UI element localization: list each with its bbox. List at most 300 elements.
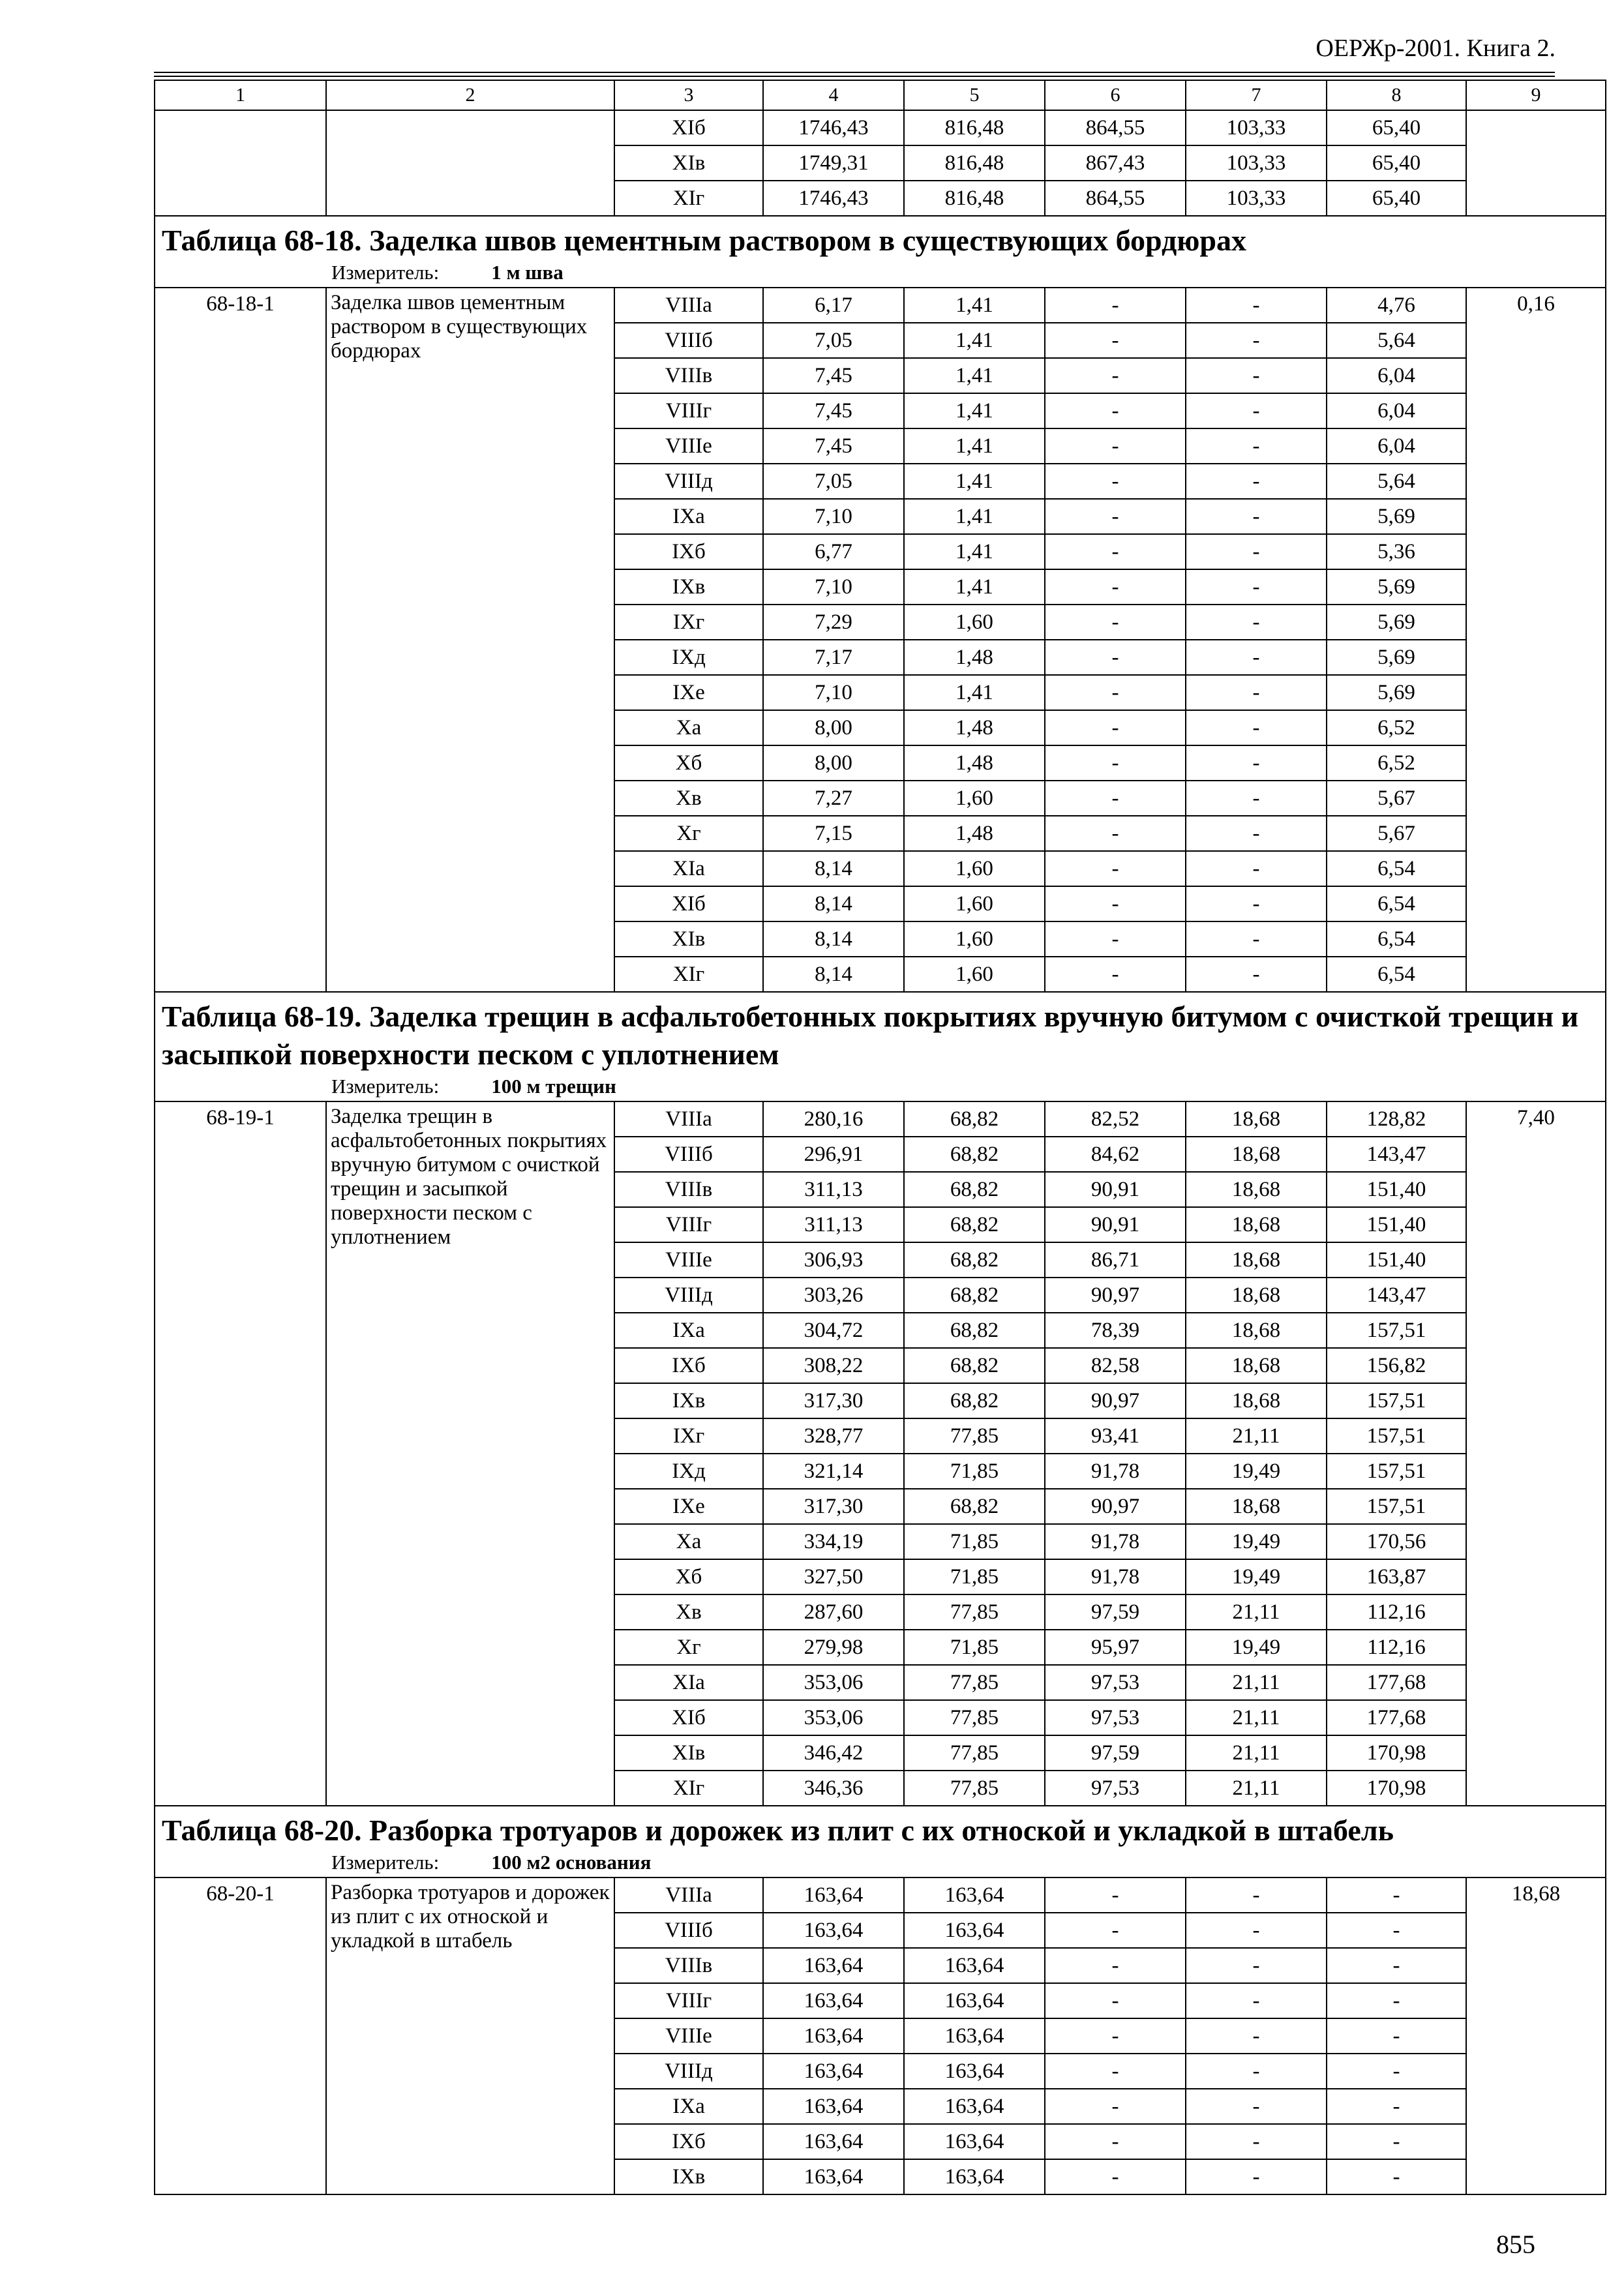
- value-cell: -: [1045, 640, 1186, 675]
- value-cell: 1746,43: [763, 181, 904, 216]
- value-cell: -: [1045, 288, 1186, 323]
- value-cell: 163,64: [763, 1913, 904, 1948]
- value-cell: 163,64: [904, 2124, 1045, 2159]
- value-cell: 163,64: [763, 2054, 904, 2089]
- table-title-row: [155, 1806, 1606, 1878]
- value-cell: 1746,43: [763, 110, 904, 145]
- value-cell: 5,67: [1327, 816, 1466, 851]
- value-cell: 151,40: [1327, 1172, 1466, 1207]
- table-title: Таблица 68-19. Заделка трещин в асфальтобетонных покрытиях вручную битумом с очисткой трещин и засыпкой поверхности песком с уплотнением: [162, 1000, 1579, 1071]
- value-cell: -: [1045, 2124, 1186, 2159]
- zone-cell: XIв: [614, 1735, 763, 1771]
- rate-code: 68-19-1: [155, 1101, 326, 1806]
- value-cell: 68,82: [904, 1348, 1045, 1383]
- column-number: 9: [1466, 80, 1606, 110]
- zone-cell: IXе: [614, 1489, 763, 1524]
- value-cell: 90,97: [1045, 1489, 1186, 1524]
- value-cell: 143,47: [1327, 1278, 1466, 1313]
- zone-cell: Xа: [614, 1524, 763, 1559]
- value-cell: 8,14: [763, 957, 904, 992]
- rates-table-body: [155, 80, 1606, 2194]
- value-cell: -: [1186, 710, 1327, 745]
- value-cell: 91,78: [1045, 1454, 1186, 1489]
- value-cell: 77,85: [904, 1735, 1045, 1771]
- zone-cell: XIг: [614, 181, 763, 216]
- value-cell: 5,69: [1327, 675, 1466, 710]
- value-cell: 77,85: [904, 1594, 1045, 1630]
- value-cell: 91,78: [1045, 1524, 1186, 1559]
- table-title: Таблица 68-18. Заделка швов цементным раствором в существующих бордюрах: [162, 224, 1246, 257]
- value-cell: 68,82: [904, 1207, 1045, 1242]
- measure-label: Измеритель:: [331, 1851, 440, 1874]
- zone-cell: IXа: [614, 499, 763, 534]
- value-cell: 97,59: [1045, 1594, 1186, 1630]
- zone-cell: VIIIа: [614, 1101, 763, 1137]
- value-cell: -: [1186, 921, 1327, 957]
- value-cell: 5,69: [1327, 499, 1466, 534]
- value-cell: 19,49: [1186, 1454, 1327, 1489]
- value-cell: -: [1045, 358, 1186, 393]
- value-cell: 163,64: [763, 2159, 904, 2194]
- value-cell: -: [1045, 2159, 1186, 2194]
- value-cell: 1,41: [904, 675, 1045, 710]
- zone-cell: VIIIа: [614, 288, 763, 323]
- value-cell: -: [1045, 499, 1186, 534]
- value-cell: 6,17: [763, 288, 904, 323]
- value-cell: -: [1186, 1948, 1327, 1983]
- value-cell: 308,22: [763, 1348, 904, 1383]
- value-cell: 303,26: [763, 1278, 904, 1313]
- value-cell: -: [1045, 781, 1186, 816]
- value-cell: 5,69: [1327, 605, 1466, 640]
- column-number-row: [155, 80, 1606, 110]
- value-cell: 21,11: [1186, 1594, 1327, 1630]
- labor-cost: 7,40: [1466, 1101, 1606, 1806]
- value-cell: 5,67: [1327, 781, 1466, 816]
- value-cell: -: [1327, 2018, 1466, 2054]
- value-cell: 68,82: [904, 1137, 1045, 1172]
- work-description: Заделка швов цементным раствором в существующих бордюрах: [326, 288, 614, 992]
- value-cell: 156,82: [1327, 1348, 1466, 1383]
- table-title-cell: [155, 1806, 1606, 1878]
- zone-cell: Xв: [614, 781, 763, 816]
- value-cell: 21,11: [1186, 1418, 1327, 1454]
- value-cell: -: [1186, 781, 1327, 816]
- zone-cell: IXб: [614, 534, 763, 569]
- value-cell: 18,68: [1186, 1278, 1327, 1313]
- value-cell: 19,49: [1186, 1559, 1327, 1594]
- value-cell: 82,58: [1045, 1348, 1186, 1383]
- value-cell: -: [1045, 710, 1186, 745]
- zone-cell: IXг: [614, 1418, 763, 1454]
- value-cell: 7,45: [763, 358, 904, 393]
- value-cell: 1,41: [904, 288, 1045, 323]
- measure-value: 100 м2 основания: [491, 1851, 652, 1874]
- value-cell: 864,55: [1045, 181, 1186, 216]
- value-cell: -: [1186, 323, 1327, 358]
- value-cell: 6,04: [1327, 428, 1466, 464]
- value-cell: 90,97: [1045, 1383, 1186, 1418]
- value-cell: -: [1045, 2018, 1186, 2054]
- value-cell: 103,33: [1186, 145, 1327, 181]
- value-cell: 68,82: [904, 1242, 1045, 1278]
- value-cell: 6,52: [1327, 745, 1466, 781]
- value-cell: 1,48: [904, 710, 1045, 745]
- value-cell: 7,05: [763, 323, 904, 358]
- zone-cell: VIIIд: [614, 1278, 763, 1313]
- value-cell: 18,68: [1186, 1348, 1327, 1383]
- value-cell: -: [1327, 1913, 1466, 1948]
- rate-code: 68-18-1: [155, 288, 326, 992]
- value-cell: 317,30: [763, 1383, 904, 1418]
- zone-cell: VIIIа: [614, 1878, 763, 1913]
- value-cell: -: [1186, 2054, 1327, 2089]
- value-cell: 6,54: [1327, 957, 1466, 992]
- column-number: 8: [1327, 80, 1466, 110]
- value-cell: 90,91: [1045, 1207, 1186, 1242]
- value-cell: 1,60: [904, 781, 1045, 816]
- value-cell: -: [1186, 605, 1327, 640]
- value-cell: 7,10: [763, 499, 904, 534]
- value-cell: 1,41: [904, 569, 1045, 605]
- value-cell: 867,43: [1045, 145, 1186, 181]
- value-cell: -: [1327, 2054, 1466, 2089]
- zone-cell: VIIIб: [614, 1913, 763, 1948]
- value-cell: 1,60: [904, 851, 1045, 886]
- value-cell: 280,16: [763, 1101, 904, 1137]
- value-cell: 86,71: [1045, 1242, 1186, 1278]
- value-cell: 95,97: [1045, 1630, 1186, 1665]
- zone-cell: VIIIе: [614, 1242, 763, 1278]
- value-cell: -: [1186, 1878, 1327, 1913]
- value-cell: 1,48: [904, 640, 1045, 675]
- value-cell: -: [1186, 393, 1327, 428]
- zone-cell: XIв: [614, 145, 763, 181]
- zone-cell: VIIIд: [614, 464, 763, 499]
- value-cell: -: [1045, 921, 1186, 957]
- measure-unit: [162, 261, 1599, 284]
- value-cell: 82,52: [1045, 1101, 1186, 1137]
- value-cell: 287,60: [763, 1594, 904, 1630]
- value-cell: 7,05: [763, 464, 904, 499]
- value-cell: 143,47: [1327, 1137, 1466, 1172]
- value-cell: -: [1327, 2124, 1466, 2159]
- value-cell: -: [1045, 1948, 1186, 1983]
- value-cell: 163,64: [904, 2054, 1045, 2089]
- value-cell: -: [1186, 534, 1327, 569]
- column-number: 5: [904, 80, 1045, 110]
- value-cell: 18,68: [1186, 1489, 1327, 1524]
- value-cell: 1,41: [904, 499, 1045, 534]
- value-cell: 103,33: [1186, 181, 1327, 216]
- zone-cell: XIг: [614, 957, 763, 992]
- zone-cell: XIб: [614, 886, 763, 921]
- value-cell: 21,11: [1186, 1771, 1327, 1806]
- value-cell: 4,76: [1327, 288, 1466, 323]
- value-cell: 6,77: [763, 534, 904, 569]
- value-cell: 328,77: [763, 1418, 904, 1454]
- zone-cell: VIIIг: [614, 1207, 763, 1242]
- value-cell: 317,30: [763, 1489, 904, 1524]
- value-cell: 8,00: [763, 745, 904, 781]
- value-cell: 6,54: [1327, 921, 1466, 957]
- value-cell: -: [1045, 605, 1186, 640]
- value-cell: -: [1045, 2089, 1186, 2124]
- value-cell: 177,68: [1327, 1665, 1466, 1700]
- value-cell: 19,49: [1186, 1630, 1327, 1665]
- measure-value: 100 м трещин: [491, 1075, 616, 1098]
- labor-cost: 0,16: [1466, 288, 1606, 992]
- value-cell: 816,48: [904, 181, 1045, 216]
- value-cell: -: [1045, 886, 1186, 921]
- value-cell: 321,14: [763, 1454, 904, 1489]
- table-title-cell: [155, 992, 1606, 1101]
- value-cell: 157,51: [1327, 1489, 1466, 1524]
- zone-cell: VIIIд: [614, 2054, 763, 2089]
- value-cell: 157,51: [1327, 1418, 1466, 1454]
- zone-cell: IXб: [614, 1348, 763, 1383]
- value-cell: 18,68: [1186, 1172, 1327, 1207]
- value-cell: 112,16: [1327, 1594, 1466, 1630]
- value-cell: 7,17: [763, 640, 904, 675]
- value-cell: -: [1045, 428, 1186, 464]
- value-cell: -: [1045, 1913, 1186, 1948]
- value-cell: 21,11: [1186, 1700, 1327, 1735]
- value-cell: -: [1045, 464, 1186, 499]
- value-cell: 304,72: [763, 1313, 904, 1348]
- column-number: 7: [1186, 80, 1327, 110]
- value-cell: 68,82: [904, 1383, 1045, 1418]
- value-cell: -: [1327, 1983, 1466, 2018]
- zone-cell: VIIIг: [614, 393, 763, 428]
- value-cell: 68,82: [904, 1489, 1045, 1524]
- zone-cell: IXв: [614, 1383, 763, 1418]
- column-number: 1: [155, 80, 326, 110]
- value-cell: 90,91: [1045, 1172, 1186, 1207]
- value-cell: -: [1327, 2159, 1466, 2194]
- document-header: ОЕРЖр-2001. Книга 2.: [1316, 35, 1556, 62]
- value-cell: 1,60: [904, 886, 1045, 921]
- value-cell: 151,40: [1327, 1242, 1466, 1278]
- table-row: [155, 288, 1606, 323]
- table-row: [155, 1878, 1606, 1913]
- value-cell: 6,04: [1327, 358, 1466, 393]
- value-cell: 5,64: [1327, 323, 1466, 358]
- column-number: 4: [763, 80, 904, 110]
- value-cell: -: [1045, 323, 1186, 358]
- value-cell: 65,40: [1327, 181, 1466, 216]
- value-cell: -: [1045, 1878, 1186, 1913]
- value-cell: 21,11: [1186, 1665, 1327, 1700]
- zone-cell: XIб: [614, 110, 763, 145]
- zone-cell: VIIIе: [614, 2018, 763, 2054]
- value-cell: 128,82: [1327, 1101, 1466, 1137]
- value-cell: 1,48: [904, 816, 1045, 851]
- value-cell: -: [1186, 2089, 1327, 2124]
- value-cell: 1749,31: [763, 145, 904, 181]
- zone-cell: VIIIв: [614, 1948, 763, 1983]
- value-cell: -: [1045, 816, 1186, 851]
- value-cell: -: [1186, 851, 1327, 886]
- value-cell: 1,41: [904, 428, 1045, 464]
- zone-cell: Xб: [614, 745, 763, 781]
- zone-cell: Xа: [614, 710, 763, 745]
- value-cell: 18,68: [1186, 1313, 1327, 1348]
- value-cell: 68,82: [904, 1172, 1045, 1207]
- zone-cell: VIIIе: [614, 428, 763, 464]
- table-title: Таблица 68-20. Разборка тротуаров и дорожек из плит с их отноской и укладкой в штабель: [162, 1814, 1394, 1847]
- value-cell: 84,62: [1045, 1137, 1186, 1172]
- zone-cell: VIIIв: [614, 358, 763, 393]
- zone-cell: Xб: [614, 1559, 763, 1594]
- value-cell: 157,51: [1327, 1313, 1466, 1348]
- table-title-row: [155, 992, 1606, 1101]
- value-cell: 864,55: [1045, 110, 1186, 145]
- value-cell: -: [1186, 2159, 1327, 2194]
- zone-cell: IXа: [614, 2089, 763, 2124]
- measure-unit: [162, 1851, 1599, 1874]
- value-cell: 163,64: [904, 1948, 1045, 1983]
- value-cell: -: [1186, 816, 1327, 851]
- value-cell: 8,14: [763, 921, 904, 957]
- value-cell: 6,52: [1327, 710, 1466, 745]
- zone-cell: XIв: [614, 921, 763, 957]
- value-cell: 18,68: [1186, 1207, 1327, 1242]
- value-cell: 112,16: [1327, 1630, 1466, 1665]
- zone-cell: VIIIг: [614, 1983, 763, 2018]
- value-cell: -: [1045, 1983, 1186, 2018]
- labor-cost: 18,68: [1466, 1878, 1606, 2194]
- value-cell: -: [1186, 1983, 1327, 2018]
- value-cell: 1,41: [904, 534, 1045, 569]
- value-cell: 71,85: [904, 1630, 1045, 1665]
- value-cell: -: [1045, 851, 1186, 886]
- table-title-cell: [155, 216, 1606, 288]
- value-cell: 7,15: [763, 816, 904, 851]
- column-number: 2: [326, 80, 614, 110]
- value-cell: 77,85: [904, 1665, 1045, 1700]
- labor-cost: [1466, 110, 1606, 216]
- value-cell: 6,04: [1327, 393, 1466, 428]
- rate-code: 68-20-1: [155, 1878, 326, 2194]
- value-cell: 163,64: [904, 2018, 1045, 2054]
- value-cell: 97,53: [1045, 1700, 1186, 1735]
- value-cell: -: [1045, 745, 1186, 781]
- value-cell: 7,10: [763, 675, 904, 710]
- value-cell: 97,53: [1045, 1665, 1186, 1700]
- zone-cell: IXг: [614, 605, 763, 640]
- page-number: 855: [1496, 2230, 1535, 2259]
- value-cell: 296,91: [763, 1137, 904, 1172]
- value-cell: -: [1327, 2089, 1466, 2124]
- zone-cell: IXд: [614, 640, 763, 675]
- value-cell: 177,68: [1327, 1700, 1466, 1735]
- value-cell: -: [1045, 569, 1186, 605]
- value-cell: 7,45: [763, 393, 904, 428]
- value-cell: -: [1186, 675, 1327, 710]
- measure-label: Измеритель:: [331, 1075, 440, 1098]
- value-cell: 157,51: [1327, 1383, 1466, 1418]
- work-description: Заделка трещин в асфальтобетонных покрытиях вручную битумом с очисткой трещин и засыпкой поверхности песком с уплотнением: [326, 1101, 614, 1806]
- value-cell: 71,85: [904, 1454, 1045, 1489]
- measure-label: Измеритель:: [331, 261, 440, 284]
- value-cell: 7,10: [763, 569, 904, 605]
- value-cell: 8,14: [763, 886, 904, 921]
- value-cell: 91,78: [1045, 1559, 1186, 1594]
- value-cell: 1,41: [904, 464, 1045, 499]
- value-cell: 1,41: [904, 323, 1045, 358]
- value-cell: 6,54: [1327, 886, 1466, 921]
- value-cell: -: [1186, 288, 1327, 323]
- value-cell: 77,85: [904, 1771, 1045, 1806]
- value-cell: 77,85: [904, 1418, 1045, 1454]
- value-cell: 1,60: [904, 605, 1045, 640]
- value-cell: 163,64: [763, 1948, 904, 1983]
- value-cell: -: [1186, 886, 1327, 921]
- value-cell: 163,64: [904, 2159, 1045, 2194]
- value-cell: -: [1186, 957, 1327, 992]
- value-cell: -: [1186, 2018, 1327, 2054]
- value-cell: 65,40: [1327, 110, 1466, 145]
- value-cell: 816,48: [904, 110, 1045, 145]
- value-cell: 71,85: [904, 1559, 1045, 1594]
- zone-cell: XIа: [614, 851, 763, 886]
- zone-cell: Xг: [614, 1630, 763, 1665]
- value-cell: 163,64: [904, 1878, 1045, 1913]
- value-cell: 68,82: [904, 1101, 1045, 1137]
- value-cell: 65,40: [1327, 145, 1466, 181]
- value-cell: 1,48: [904, 745, 1045, 781]
- zone-cell: XIг: [614, 1771, 763, 1806]
- value-cell: -: [1186, 428, 1327, 464]
- zone-cell: Xв: [614, 1594, 763, 1630]
- value-cell: 19,49: [1186, 1524, 1327, 1559]
- value-cell: 163,64: [763, 2089, 904, 2124]
- value-cell: -: [1045, 534, 1186, 569]
- value-cell: 1,60: [904, 921, 1045, 957]
- value-cell: 18,68: [1186, 1383, 1327, 1418]
- value-cell: 77,85: [904, 1700, 1045, 1735]
- value-cell: 18,68: [1186, 1242, 1327, 1278]
- zone-cell: VIIIб: [614, 323, 763, 358]
- value-cell: -: [1045, 2054, 1186, 2089]
- value-cell: -: [1186, 745, 1327, 781]
- value-cell: 163,64: [904, 1983, 1045, 2018]
- value-cell: 334,19: [763, 1524, 904, 1559]
- column-number: 6: [1045, 80, 1186, 110]
- value-cell: 8,14: [763, 851, 904, 886]
- value-cell: 18,68: [1186, 1101, 1327, 1137]
- value-cell: 163,64: [763, 2018, 904, 2054]
- value-cell: 90,97: [1045, 1278, 1186, 1313]
- value-cell: -: [1186, 640, 1327, 675]
- column-number: 3: [614, 80, 763, 110]
- value-cell: -: [1045, 393, 1186, 428]
- work-description: [326, 110, 614, 216]
- zone-cell: IXв: [614, 2159, 763, 2194]
- zone-cell: IXб: [614, 2124, 763, 2159]
- value-cell: 97,59: [1045, 1735, 1186, 1771]
- value-cell: -: [1186, 358, 1327, 393]
- value-cell: 163,64: [763, 2124, 904, 2159]
- value-cell: -: [1327, 1878, 1466, 1913]
- value-cell: 346,42: [763, 1735, 904, 1771]
- value-cell: 5,69: [1327, 640, 1466, 675]
- value-cell: 7,29: [763, 605, 904, 640]
- value-cell: 5,69: [1327, 569, 1466, 605]
- value-cell: 71,85: [904, 1524, 1045, 1559]
- value-cell: 5,64: [1327, 464, 1466, 499]
